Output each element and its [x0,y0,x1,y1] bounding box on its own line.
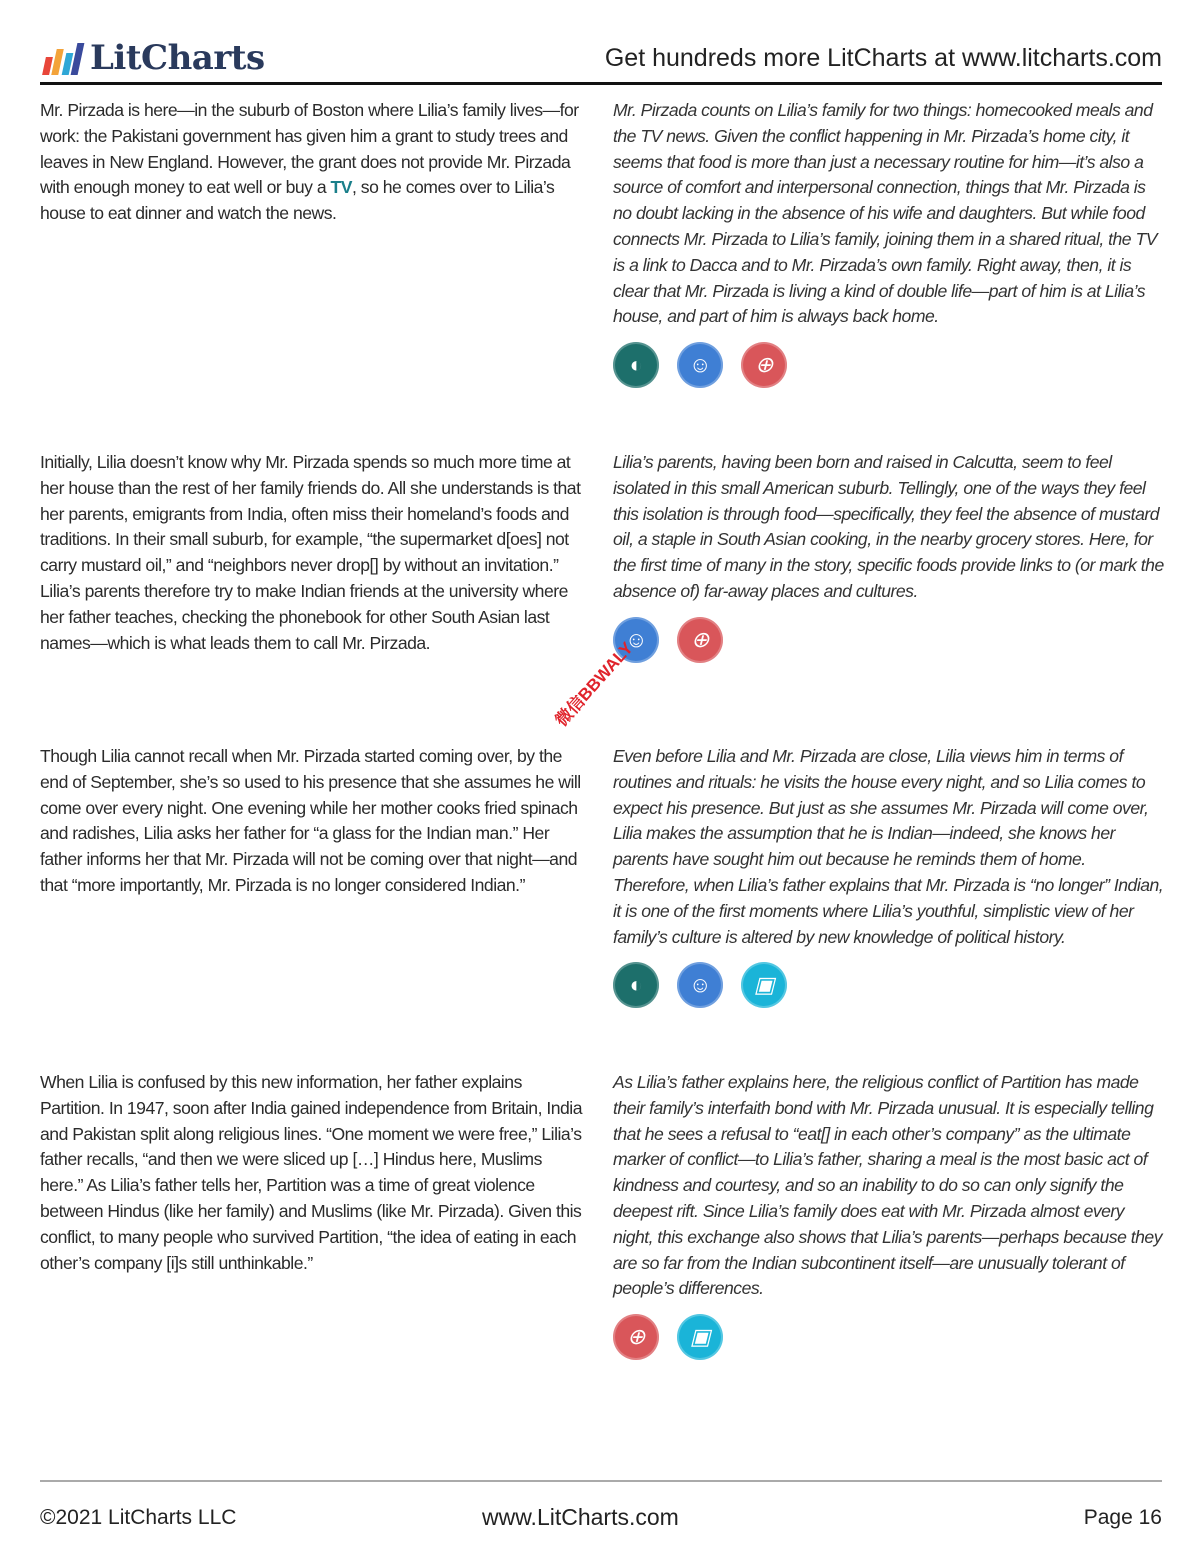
summary-text [40,98,588,227]
footer-site-link[interactable]: www.LitCharts.com [482,1504,679,1530]
analysis-column [613,450,1165,663]
people-icon[interactable]: ☺ [677,962,723,1008]
tv-icon[interactable]: ▣ [677,1314,723,1360]
logo-text: LitCharts [90,38,265,78]
analysis-column [613,1070,1165,1360]
globe-icon[interactable]: ⊕ [741,342,787,388]
logo-bar [71,43,85,75]
tv-icon[interactable]: ▣ [741,962,787,1008]
clock-icon[interactable]: ◐ [613,342,659,388]
summary-text-part: Mr. Pirzada is here—in the suburb of Boston where Lilia’s family lives—for work: the Pakistani government has given him a grant to study trees and leaves in New England. However, the grant does not provide Mr. Pirzada with enough money to eat well or buy a [40,100,579,198]
header-tagline[interactable]: Get hundreds more LitCharts at www.litcharts.com [604,44,1162,72]
litcharts-logo[interactable] [44,38,265,78]
clock-icon[interactable]: ◐ [613,962,659,1008]
page-header [40,36,1162,84]
people-icon[interactable]: ☺ [613,617,659,663]
header-divider [40,82,1162,85]
theme-icons [613,962,1165,1008]
analysis-text: Mr. Pirzada counts on Lilia’s family for two things: homecooked meals and the TV news. Given the conflict happening in Mr. Pirzada’s home city, it seems that food is more than just a necessary routine for him—it’s also a source of comfort and interpersonal connection, things that Mr. Pirzada is no doubt lacking in the absence of his wife and daughters. But while food connects Mr. Pirzada to Lilia’s family, joining them in a shared ritual, the TV is a link to Dacca and to Mr. Pirzada’s own family. Right away, then, it is clear that Mr. Pirzada is living a kind of double life—part of him is at Lilia’s house, and part of him is always back home. [613,100,1157,327]
analysis-text: Lilia’s parents, having been born and raised in Calcutta, seem to feel isolated in this small American suburb. Tellingly, one of the ways they feel this isolation is through food—specifically, they feel the absence of mustard oil, a staple in South Asian cooking, in the nearby grocery stores. Here, for the first time of many in the story, specific foods provide links to (or mark the absence of) far-away places and cultures. [613,452,1164,601]
theme-icons [613,1314,1165,1360]
people-icon[interactable]: ☺ [677,342,723,388]
analysis-text: Even before Lilia and Mr. Pirzada are close, Lilia views him in terms of routines and rituals: he visits the house every night, and so Lilia comes to expect his presence. But just as she assumes Mr. Pirzada will come over, Lilia makes the assumption that he is Indian—indeed, she knows her parents have sought him out because he reminds them of home. Therefore, when Lilia’s father explains that Mr. Pirzada is “no longer” Indian, it is one of the first moments where Lilia’s youthful, simplistic view of her family’s culture is altered by new knowledge of political history. [613,746,1164,947]
footer-divider [40,1480,1162,1482]
page-number: Page 16 [1083,1506,1162,1529]
summary-text-part: , so he comes over to Lilia’s house to eat dinner and watch the news. [40,177,555,224]
summary-text: Though Lilia cannot recall when Mr. Pirzada started coming over, by the end of September, she’s so used to his presence that she assumes he will come over every night. One evening while her mother cooks fried spinach and radishes, Lilia asks her father for “a glass for the Indian man.” Her father informs her that Mr. Pirzada will not be coming over that night—and that “more importantly, Mr. Pirzada is no longer considered Indian.” [40,746,581,895]
theme-icons [613,617,1165,663]
analysis-column [613,98,1165,388]
watermark-stamp: 微信BBWALY [551,638,637,731]
analysis-column [613,744,1165,1008]
page-footer [40,1506,1162,1536]
globe-icon[interactable]: ⊕ [677,617,723,663]
summary-text: When Lilia is confused by this new information, her father explains Partition. In 1947, soon after India gained independence from Britain, India and Pakistan split along religious lines. “One moment we were free,” Lilia’s father recalls, “and then we were sliced up […] Hindus here, Muslims here.” As Lilia’s father tells her, Partition was a time of great violence between Hindus (like her family) and Muslims (like Mr. Pirzada). Given this conflict, to many people who survived Partition, “the idea of eating in each other’s company [i]s still unthinkable.” [40,1072,583,1273]
summary-text: Initially, Lilia doesn’t know why Mr. Pirzada spends so much more time at her house than the rest of her family friends do. All she understands is that her parents, emigrants from India, often miss their homeland’s foods and traditions. In their small suburb, for example, “the supermarket d[oes] not carry mustard oil,” and “neighbors never drop[] by without an invitation.” Lilia’s parents therefore try to make Indian friends at the university where her father teaches, checking the phonebook for other South Asian last names—which is what leads them to call Mr. Pirzada. [40,452,581,653]
footer-copyright: ©2021 LitCharts LLC [40,1506,237,1529]
symbol-link-tv[interactable]: TV [330,177,353,198]
logo-bars-icon [44,41,84,75]
theme-icons [613,342,1165,388]
globe-icon[interactable]: ⊕ [613,1314,659,1360]
analysis-text: As Lilia’s father explains here, the religious conflict of Partition has made their family’s interfaith bond with Mr. Pirzada unusual. It is especially telling that he sees a refusal to “eat[] in each other’s company” as the ultimate marker of conflict—to Lilia’s father, sharing a meal is the most basic act of kindness and courtesy, and so an inability to do so can only signify the deepest rift. Since Lilia’s family does eat with Mr. Pirzada almost every night, this exchange also shows that Lilia’s parents—perhaps because they are so far from the Indian subcontinent itself—are unusually tolerant of people’s differences. [613,1072,1163,1299]
